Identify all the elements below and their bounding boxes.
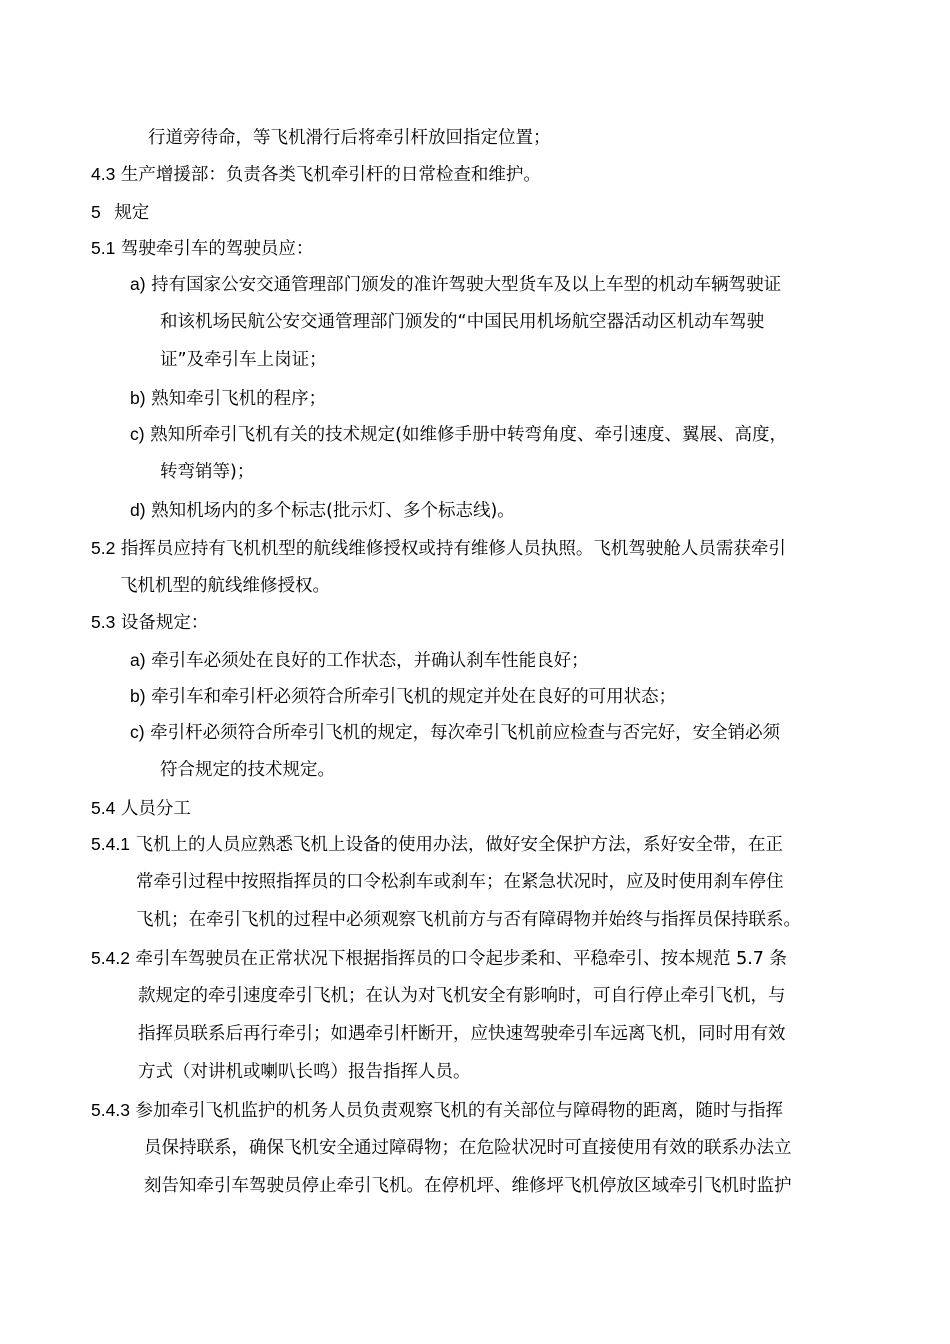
list-marker: b) (130, 686, 146, 706)
clause-text: 驾驶牵引车的驾驶员应： (120, 239, 314, 259)
clause-number: 5.4.1 (91, 834, 130, 854)
paragraph-line: 符合规定的技术规定。 (160, 760, 335, 780)
list-item-a (130, 648, 589, 673)
paragraph-line: 常牵引过程中按照指挥员的口令松刹车或刹车；在紧急状况时，应及时使用刹车停住 (136, 872, 784, 892)
list-item-a (130, 272, 781, 297)
list-marker: d) (130, 500, 146, 520)
list-marker: b) (130, 388, 146, 408)
clause-text: 设备规定： (120, 613, 209, 633)
clause-number: 5.4.3 (91, 1100, 130, 1120)
clause-text: 参加牵引飞机监护的机务人员负责观察飞机的有关部位与障碍物的距离，随时与指挥 (135, 1101, 784, 1121)
clause-number: 5.3 (91, 612, 116, 632)
paragraph-line: 款规定的牵引速度牵引飞机；在认为对飞机安全有影响时，可自行停止牵引飞机，与 (138, 986, 786, 1006)
clause-text: 指挥员应持有飞机机型的航线维修授权或持有维修人员执照。飞机驾驶舱人员需获牵引 (120, 539, 786, 559)
list-marker: c) (130, 722, 145, 742)
paragraph-line: 方式（对讲机或喇叭长鸣）报告指挥人员。 (138, 1062, 471, 1082)
clause-5-4-3 (91, 1098, 783, 1123)
list-item-c (130, 422, 787, 447)
paragraph-line: 证”及牵引车上岗证； (160, 350, 327, 370)
paragraph-line: 指挥员联系后再行牵引；如遇牵引杆断开，应快速驾驶牵引车远离飞机，同时用有效 (138, 1024, 786, 1044)
section-5-heading (91, 200, 149, 225)
clause-number: 5.4.2 (91, 948, 130, 968)
clause-text: 飞机上的人员应熟悉飞机上设备的使用办法，做好安全保护方法，系好安全带，在正 (135, 835, 784, 855)
clause-text: 牵引车驾驶员在正常状况下根据指挥员的口令起步柔和、平稳牵引、按本规范 5.7 条 (135, 949, 787, 969)
clause-5-2 (91, 536, 786, 561)
list-item-text: 持有国家公安交通管理部门颁发的准许驾驶大型货车及以上车型的机动车辆驾驶证 (151, 275, 782, 295)
paragraph-line: 和该机场民航公安交通管理部门颁发的“中国民用机场航空器活动区机动车驾驶 (160, 312, 765, 332)
list-marker: a) (130, 650, 146, 670)
clause-5-3 (91, 610, 208, 635)
list-item-text: 牵引车必须处在良好的工作状态，并确认刹车性能良好； (151, 651, 589, 671)
list-marker: a) (130, 274, 146, 294)
clause-5-4 (91, 796, 191, 821)
paragraph-line: 飞机；在牵引飞机的过程中必须观察飞机前方与否有障碍物并始终与指挥员保持联系。 (136, 910, 801, 930)
clause-number: 5.4 (91, 798, 116, 818)
clause-number: 5.2 (91, 538, 116, 558)
paragraph-line: 转弯销等)； (160, 462, 255, 482)
section-number: 5 (91, 202, 101, 222)
section-title: 规定 (114, 203, 150, 223)
list-item-text: 熟知所牵引飞机有关的技术规定(如维修手册中转弯角度、牵引速度、翼展、高度， (150, 425, 787, 445)
list-item-b (130, 684, 676, 709)
list-item-b (130, 386, 326, 411)
list-item-text: 牵引杆必须符合所牵引飞机的规定，每次牵引飞机前应检查与否完好，安全销必须 (150, 723, 781, 743)
list-item-d (130, 498, 515, 523)
clause-number: 5.1 (91, 238, 116, 258)
clause-number: 4.3 (91, 164, 116, 184)
list-item-c (130, 720, 780, 745)
clause-5-1 (91, 236, 313, 261)
paragraph-line: 行道旁待命，等飞机滑行后将牵引杆放回指定位置； (148, 128, 551, 148)
paragraph-line: 刻告知牵引车驾驶员停止牵引飞机。在停机坪、维修坪飞机停放区域牵引飞机时监护 (144, 1176, 792, 1196)
clause-text: 人员分工 (120, 799, 191, 819)
paragraph-line: 员保持联系，确保飞机安全通过障碍物；在危险状况时可直接使用有效的联系办法立 (144, 1138, 792, 1158)
list-item-text: 熟知机场内的多个标志(批示灯、多个标志线)。 (151, 501, 515, 521)
clause-4-3 (91, 162, 541, 187)
clause-text: 生产增援部：负责各类飞机牵引杆的日常检查和维护。 (120, 165, 541, 185)
paragraph-line: 飞机机型的航线维修授权。 (120, 576, 330, 596)
list-item-text: 牵引车和牵引杆必须符合所牵引飞机的规定并处在良好的可用状态； (151, 687, 677, 707)
list-item-text: 熟知牵引飞机的程序； (151, 389, 327, 409)
clause-5-4-1 (91, 832, 783, 857)
clause-5-4-2 (91, 946, 787, 971)
list-marker: c) (130, 424, 145, 444)
